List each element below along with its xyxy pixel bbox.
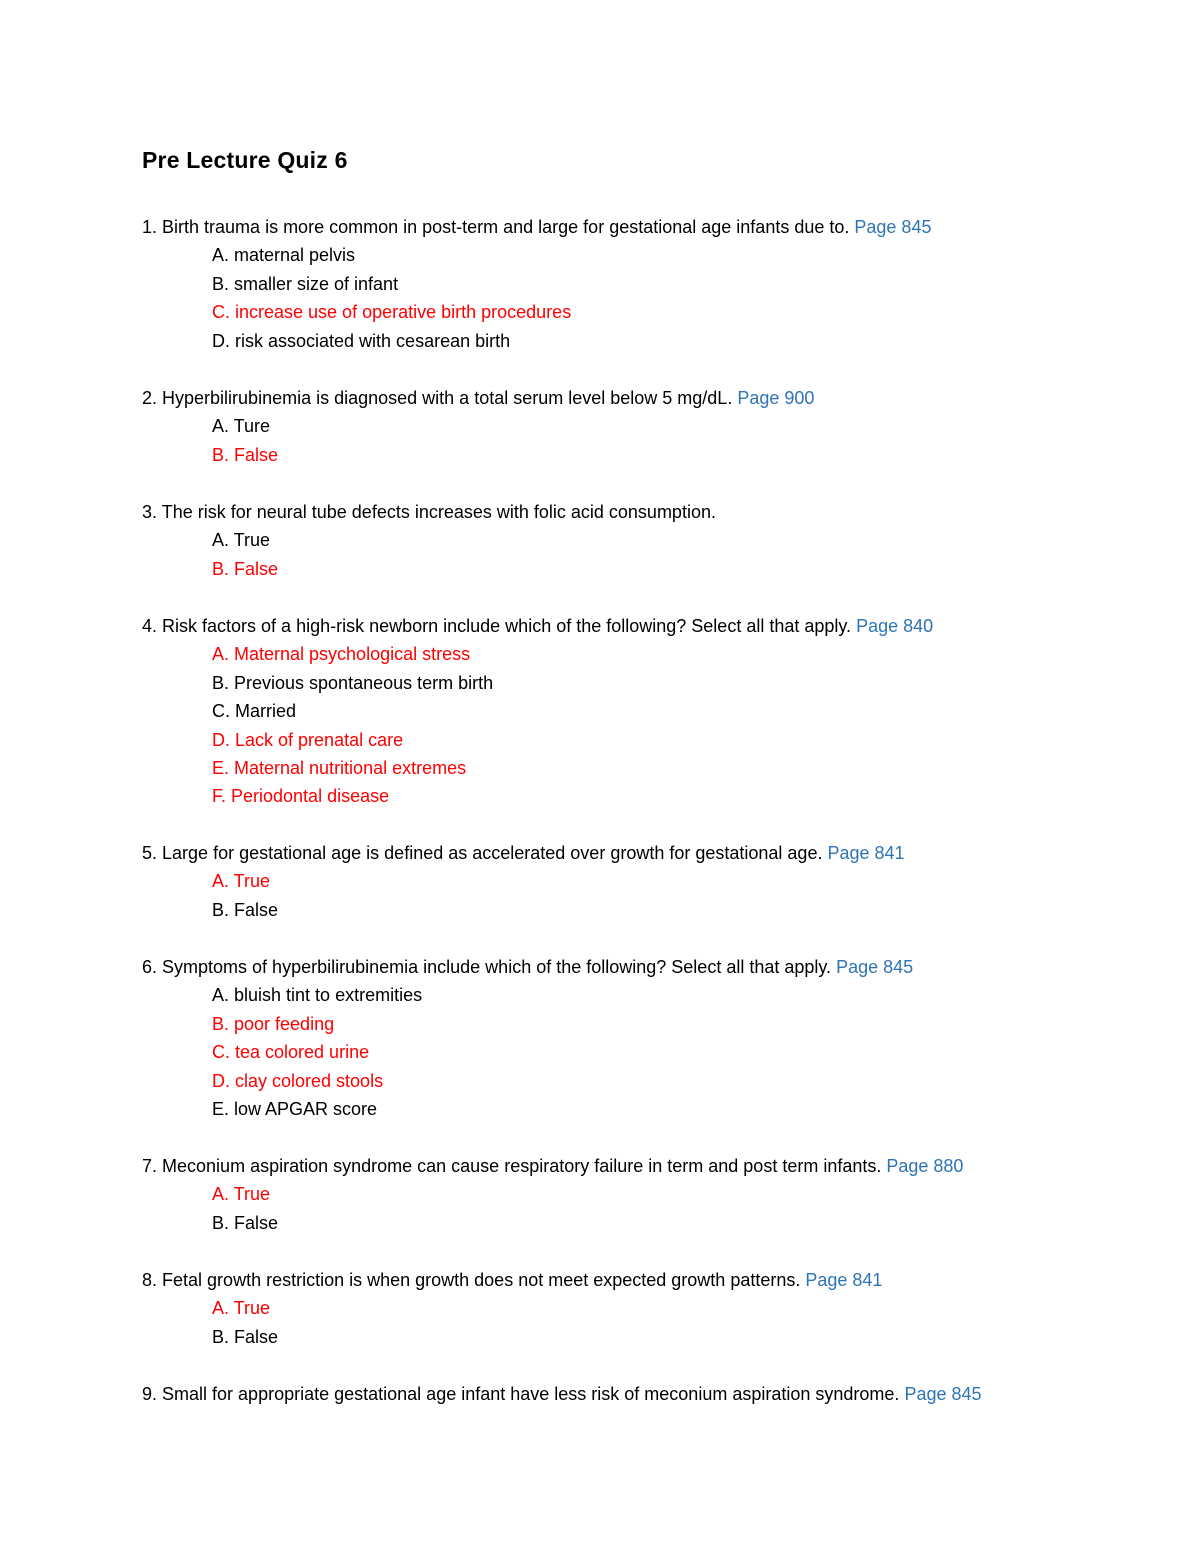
answer-option-correct: B. False bbox=[212, 558, 279, 579]
question-text: Fetal growth restriction is when growth does not meet expected growth patterns. bbox=[162, 1270, 801, 1290]
answer-option-correct: A. True bbox=[212, 1184, 271, 1205]
page-title: Pre Lecture Quiz 6 bbox=[142, 147, 348, 173]
question-number: 7 bbox=[142, 1156, 153, 1176]
answer-option: B. False bbox=[212, 899, 279, 920]
page-reference: Page 845 bbox=[854, 217, 932, 237]
question-3: 3. The risk for neural tube defects increases with folic acid consumption. bbox=[142, 502, 716, 522]
question-text: Risk factors of a high-risk newborn include which of the following? Select all that apply. bbox=[162, 616, 852, 636]
question-6: 6. Symptoms of hyperbilirubinemia include which of the following? Select all that apply. Page 845 bbox=[142, 957, 914, 977]
page-reference: Page 845 bbox=[904, 1384, 982, 1404]
answer-option: B. False bbox=[212, 1212, 279, 1233]
question-text: The risk for neural tube defects increases with folic acid consumption. bbox=[161, 502, 716, 522]
question-number: 9 bbox=[142, 1384, 153, 1404]
question-text: Hyperbilirubinemia is diagnosed with a total serum level below 5 mg/dL. bbox=[162, 388, 733, 408]
page-reference: Page 845 bbox=[836, 957, 914, 977]
answer-option-correct: C. tea colored urine bbox=[212, 1042, 370, 1063]
question-text: Meconium aspiration syndrome can cause respiratory failure in term and post term infants. bbox=[162, 1156, 882, 1176]
question-9: 9. Small for appropriate gestational age infant have less risk of meconium aspiration syndrome. Page 845 bbox=[142, 1384, 982, 1404]
answer-option-correct: E. Maternal nutritional extremes bbox=[212, 758, 467, 778]
answer-option: E. low APGAR score bbox=[212, 1099, 378, 1119]
question-text: Birth trauma is more common in post-term and large for gestational age infants due to. bbox=[162, 217, 850, 237]
answer-option-correct: C. increase use of operative birth procedures bbox=[212, 302, 572, 323]
page-reference: Page 841 bbox=[805, 1270, 883, 1290]
question-text: Small for appropriate gestational age infant have less risk of meconium aspiration syndrome. bbox=[162, 1384, 900, 1404]
question-1: 1. Birth trauma is more common in post-term and large for gestational age infants due to. Page 845 bbox=[142, 217, 932, 237]
answer-option-correct: B. poor feeding bbox=[212, 1013, 335, 1034]
answer-option: A. Ture bbox=[212, 416, 271, 437]
answer-option-correct: A. True bbox=[212, 871, 271, 892]
answer-option: D. risk associated with cesarean birth bbox=[212, 330, 511, 351]
answer-option: A. bluish tint to extremities bbox=[212, 985, 423, 1006]
question-5: 5. Large for gestational age is defined as accelerated over growth for gestational age. Page 841 bbox=[142, 843, 905, 863]
answer-option-correct: A. True bbox=[212, 1298, 271, 1319]
answer-option: A. maternal pelvis bbox=[212, 245, 356, 266]
answer-option: C. Married bbox=[212, 701, 297, 722]
answer-option-correct: B. False bbox=[212, 444, 279, 465]
answer-option-correct: A. Maternal psychological stress bbox=[212, 644, 471, 665]
answer-option: B. smaller size of infant bbox=[212, 273, 399, 294]
question-number: 2 bbox=[142, 388, 153, 408]
answer-option-correct: D. clay colored stools bbox=[212, 1070, 384, 1091]
question-8: 8. Fetal growth restriction is when growth does not meet expected growth patterns. Page 841 bbox=[142, 1270, 883, 1290]
page-reference: Page 840 bbox=[856, 616, 934, 636]
answer-option-correct: D. Lack of prenatal care bbox=[212, 729, 404, 750]
question-number: 4 bbox=[142, 616, 153, 636]
question-2: 2. Hyperbilirubinemia is diagnosed with a total serum level below 5 mg/dL. Page 900 bbox=[142, 388, 815, 408]
answer-option: A. True bbox=[212, 530, 271, 551]
question-7: 7. Meconium aspiration syndrome can cause respiratory failure in term and post term infants. Page 880 bbox=[142, 1156, 964, 1176]
question-number: 3 bbox=[142, 502, 153, 522]
question-number: 5 bbox=[142, 843, 153, 863]
page-reference: Page 841 bbox=[827, 843, 905, 863]
page-reference: Page 900 bbox=[737, 388, 815, 408]
answer-option: B. Previous spontaneous term birth bbox=[212, 672, 494, 693]
page-reference: Page 880 bbox=[886, 1156, 964, 1176]
question-number: 6 bbox=[142, 957, 153, 977]
answer-option-correct: F. Periodontal disease bbox=[212, 786, 390, 807]
question-text: Large for gestational age is defined as accelerated over growth for gestational age. bbox=[162, 843, 823, 863]
question-number: 8 bbox=[142, 1270, 153, 1290]
question-4: 4. Risk factors of a high-risk newborn include which of the following? Select all that apply. Page 840 bbox=[142, 616, 934, 636]
question-text: Symptoms of hyperbilirubinemia include which of the following? Select all that apply. bbox=[162, 957, 832, 977]
question-number: 1 bbox=[142, 217, 153, 237]
answer-option: B. False bbox=[212, 1326, 279, 1347]
